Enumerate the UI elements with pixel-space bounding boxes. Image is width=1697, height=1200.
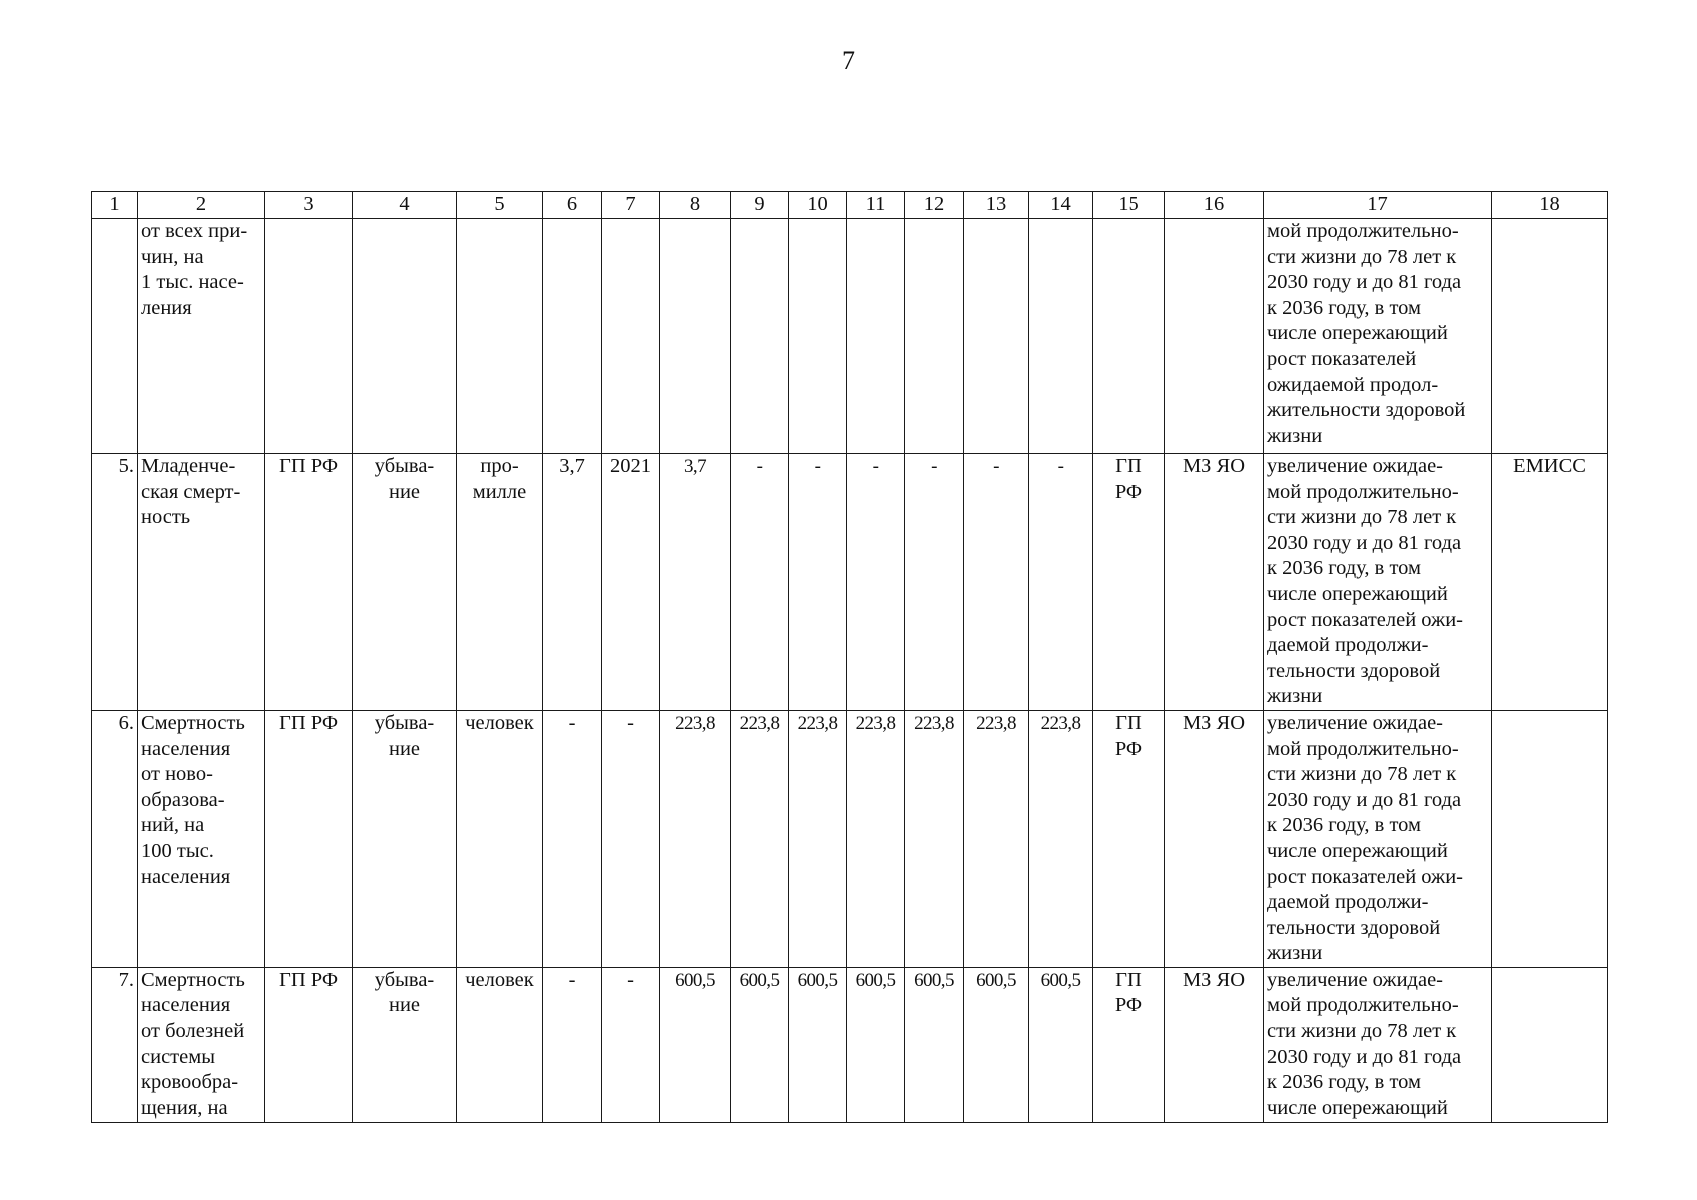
table-cell: ГП РФ <box>265 454 353 711</box>
table-cell: человек <box>457 967 543 1122</box>
table-cell: убыва- ние <box>353 967 457 1122</box>
table-header-row <box>92 192 1608 219</box>
table-cell: ГП РФ <box>1093 454 1165 711</box>
table-cell: - <box>964 454 1029 711</box>
table-cell: 600,5 <box>789 967 847 1122</box>
page-number: 7 <box>842 46 855 75</box>
indicators-table <box>91 191 1608 1123</box>
table-cell: от всех при- чин, на 1 тыс. насе- ления <box>138 219 265 454</box>
column-number-header: 4 <box>353 192 457 219</box>
table-cell <box>1492 710 1608 967</box>
column-number-header: 17 <box>1264 192 1492 219</box>
table-cell: 600,5 <box>731 967 789 1122</box>
table-cell <box>353 219 457 454</box>
table-cell: убыва- ние <box>353 454 457 711</box>
table-cell: МЗ ЯО <box>1165 967 1264 1122</box>
table-cell: - <box>1029 454 1093 711</box>
table-cell: мой продолжительно- сти жизни до 78 лет к 2030 году и до 81 года к 2036 году, в том числе опережающий рост показателей ожидаемой продол- жительности здоровой жизни <box>1264 219 1492 454</box>
table-cell: увеличение ожидае- мой продолжительно- сти жизни до 78 лет к 2030 году и до 81 года к 2036 году, в том числе опережающий рост показателей ожи- даемой продолжи- тельности здоровой жизни <box>1264 454 1492 711</box>
table-cell <box>964 219 1029 454</box>
table-cell: ГП РФ <box>1093 967 1165 1122</box>
table-cell <box>1492 219 1608 454</box>
table-cell: ГП РФ <box>265 967 353 1122</box>
table-cell: ГП РФ <box>265 710 353 967</box>
table-row <box>92 454 1608 711</box>
table-cell: 223,8 <box>847 710 905 967</box>
table-cell: - <box>905 454 964 711</box>
table-cell <box>543 219 602 454</box>
table-cell: - <box>543 967 602 1122</box>
table-cell: ГП РФ <box>1093 710 1165 967</box>
table-cell: 600,5 <box>847 967 905 1122</box>
table-cell: 6. <box>92 710 138 967</box>
table-cell <box>847 219 905 454</box>
table-cell <box>1029 219 1093 454</box>
table-cell: ЕМИСС <box>1492 454 1608 711</box>
table-row <box>92 710 1608 967</box>
table-cell: 600,5 <box>660 967 731 1122</box>
table-cell: 223,8 <box>660 710 731 967</box>
column-number-header: 9 <box>731 192 789 219</box>
table-cell: 223,8 <box>1029 710 1093 967</box>
table-cell: - <box>602 967 660 1122</box>
table-cell <box>905 219 964 454</box>
table-cell <box>265 219 353 454</box>
table-cell: увеличение ожидае- мой продолжительно- сти жизни до 78 лет к 2030 году и до 81 года к 2036 году, в том числе опережающий рост показателей ожи- даемой продолжи- тельности здоровой жизни <box>1264 710 1492 967</box>
column-number-header: 6 <box>543 192 602 219</box>
table-cell: 5. <box>92 454 138 711</box>
table-cell: 600,5 <box>905 967 964 1122</box>
table-cell: МЗ ЯО <box>1165 710 1264 967</box>
table-cell: 223,8 <box>905 710 964 967</box>
table-cell: 3,7 <box>543 454 602 711</box>
table-cell <box>731 219 789 454</box>
table-cell: 600,5 <box>1029 967 1093 1122</box>
table-row <box>92 219 1608 454</box>
table-cell: 223,8 <box>964 710 1029 967</box>
column-number-header: 14 <box>1029 192 1093 219</box>
table-cell: - <box>543 710 602 967</box>
column-number-header: 8 <box>660 192 731 219</box>
table-cell: Смертность населения от болезней системы кровообра- щения, на <box>138 967 265 1122</box>
column-number-header: 5 <box>457 192 543 219</box>
column-number-header: 16 <box>1165 192 1264 219</box>
column-number-header: 3 <box>265 192 353 219</box>
table-cell: убыва- ние <box>353 710 457 967</box>
table-cell: МЗ ЯО <box>1165 454 1264 711</box>
column-number-header: 15 <box>1093 192 1165 219</box>
table-cell: человек <box>457 710 543 967</box>
table-cell: увеличение ожидае- мой продолжительно- сти жизни до 78 лет к 2030 году и до 81 года к 2036 году, в том числе опережающий <box>1264 967 1492 1122</box>
table-cell: Младенче- ская смерт- ность <box>138 454 265 711</box>
table-cell <box>789 219 847 454</box>
table-cell: 2021 <box>602 454 660 711</box>
table-cell: 7. <box>92 967 138 1122</box>
table-cell: 223,8 <box>731 710 789 967</box>
table-cell: - <box>789 454 847 711</box>
table-cell <box>602 219 660 454</box>
table-cell: - <box>847 454 905 711</box>
column-number-header: 1 <box>92 192 138 219</box>
column-number-header: 18 <box>1492 192 1608 219</box>
table-cell: Смертность населения от ново- образова- ний, на 100 тыс. населения <box>138 710 265 967</box>
table-cell <box>1093 219 1165 454</box>
table-cell: - <box>602 710 660 967</box>
column-number-header: 12 <box>905 192 964 219</box>
table-cell: 3,7 <box>660 454 731 711</box>
table-cell: 600,5 <box>964 967 1029 1122</box>
table-cell <box>457 219 543 454</box>
table-cell: - <box>731 454 789 711</box>
table-cell: 223,8 <box>789 710 847 967</box>
column-number-header: 11 <box>847 192 905 219</box>
column-number-header: 2 <box>138 192 265 219</box>
table-cell <box>660 219 731 454</box>
column-number-header: 10 <box>789 192 847 219</box>
table-cell <box>92 219 138 454</box>
table-cell: про- милле <box>457 454 543 711</box>
table-cell <box>1492 967 1608 1122</box>
table-cell <box>1165 219 1264 454</box>
column-number-header: 7 <box>602 192 660 219</box>
column-number-header: 13 <box>964 192 1029 219</box>
table-row <box>92 967 1608 1122</box>
